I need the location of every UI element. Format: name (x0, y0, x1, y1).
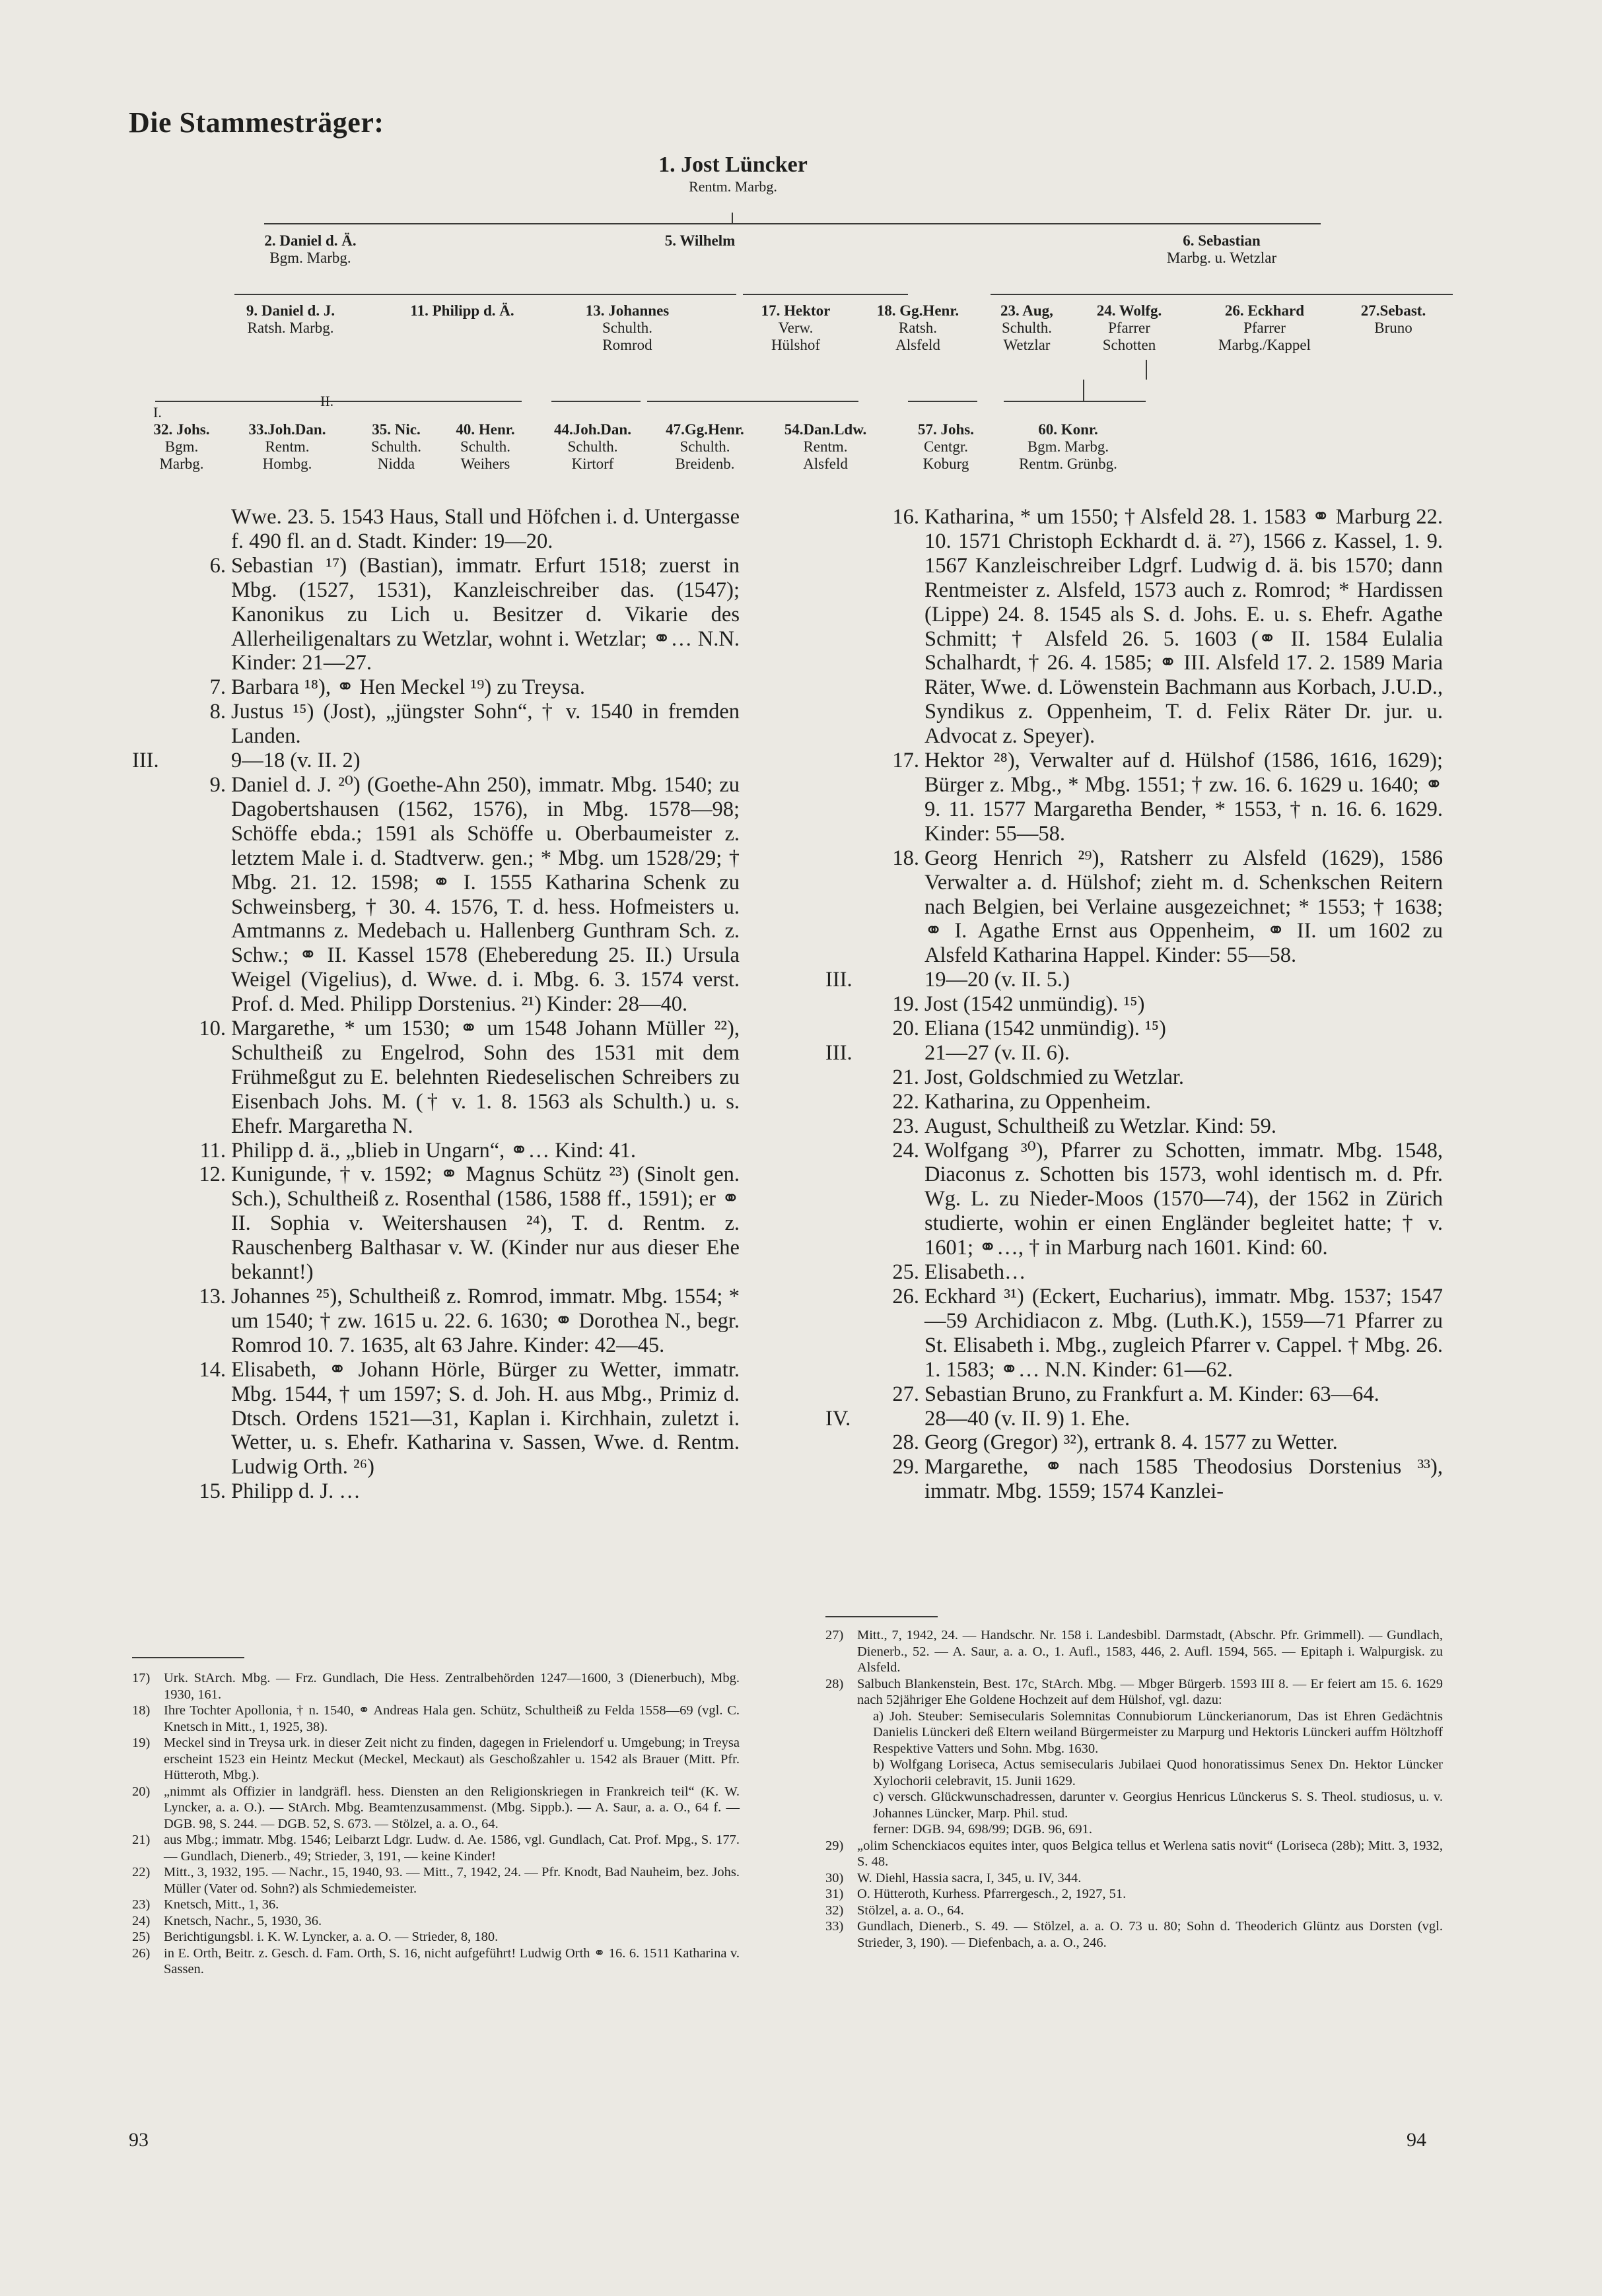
tree-node-name: 47.Gg.Henr. (666, 421, 744, 438)
footnote (132, 1735, 740, 1784)
footnote-number: 32) (825, 1903, 844, 1918)
tree-node-gen4 (766, 421, 885, 473)
tree-node-sub: Ratsh. Marbg. (247, 320, 334, 336)
entry-number: 7. (209, 675, 226, 700)
entry-text: Elisabeth… (924, 1260, 1026, 1285)
footnote-text: O. Hütteroth, Kurhess. Pfarrergesch., 2, 1927, 51. (857, 1887, 1127, 1901)
tree-root (601, 152, 865, 195)
tree-node-sub: Verw. (778, 320, 814, 336)
tree-branch-label: I. (153, 404, 162, 421)
footnote-text: Gundlach, Dienerb., S. 49. — Stölzel, a. a. O. 73 u. 80; Sohn d. Theoderich Glüntz aus Dorsten (vgl. Strieder, 3, 190). — Diefenbach, a. a. O., 246. (857, 1919, 1443, 1950)
tree-node-sub: Schulth. (1001, 320, 1053, 336)
footnote-subitem: a) Joh. Steuber: Semisecularis Solemnitas Connubiorum Lünckerianorum, Das ist Ehren Gedächtnis Danielis Lünckeri deß Eltern weiland Bürgermeister zu Marpurg und Hektoris Lünckeri auffm Höltzhoff Respektive Vatters und Sohn. Mbg. 1630. (873, 1708, 1443, 1756)
tree-node-sub: Rentm. (803, 438, 848, 455)
tree-node-sub: Schulth. (567, 438, 618, 455)
tree-node-sub: Marbg. u. Wetzlar (1166, 250, 1277, 266)
entry-number: 23. (892, 1114, 919, 1138)
genealogy-entry (132, 1285, 740, 1358)
genealogy-entry (132, 773, 740, 1017)
genealogy-entry (825, 505, 1443, 749)
tree-node-place: Weihers (460, 456, 510, 472)
entry-text: Eckhard ³¹) (Eckert, Eucharius), immatr. Mbg. 1537; 1547—59 Archidiacon z. Mbg. (Luth.K.), 1559—71 Pfarrer zu St. Elisabeth i. Mbg., zugleich Pfarrer v. Cappel. † Mbg. 26. 1. 1583; ⚭… N.N. Kinder: 61—62. (924, 1285, 1443, 1382)
genealogy-entry (825, 968, 1443, 992)
tree-node-name: 6. Sebastian (1183, 232, 1261, 249)
tree-node-place: Schotten (1102, 337, 1156, 353)
genealogy-entry (825, 1407, 1443, 1431)
tree-node-gen3 (218, 302, 363, 337)
tree-bracket-gen3-left (234, 294, 736, 295)
footnote-text: Knetsch, Nachr., 5, 1930, 36. (164, 1913, 322, 1928)
genealogy-entry (132, 1017, 740, 1139)
footnote (132, 1703, 740, 1735)
footnote (132, 1864, 740, 1897)
genealogy-entry (132, 1139, 740, 1163)
tree-node-sub: Bgm. Marbg. (269, 250, 351, 266)
tree-bracket-gen4-d (908, 401, 977, 402)
footnote-number: 18) (132, 1703, 151, 1718)
tree-node-gen3 (1195, 302, 1334, 354)
tree-node-name: 32. Johs. (153, 421, 210, 438)
tree-node-name: 26. Eckhard (1224, 302, 1305, 319)
tree-node-name: 17. Hektor (761, 302, 831, 319)
right-footnotes (825, 1627, 1443, 1951)
genealogy-entry (825, 1065, 1443, 1090)
tree-node-gen3 (551, 302, 703, 354)
tree-bracket-gen4-a (155, 401, 522, 402)
footnote (825, 1886, 1443, 1903)
entry-number: 25. (892, 1260, 919, 1285)
genealogy-entry (825, 1260, 1443, 1285)
tree-node-name: 5. Wilhelm (664, 232, 736, 249)
tree-tick (1083, 380, 1084, 401)
entry-text: Katharina, zu Oppenheim. (924, 1089, 1151, 1114)
footnote-text: in E. Orth, Beitr. z. Gesch. d. Fam. Orth, S. 16, nicht aufgeführt! Ludwig Orth ⚭ 16. 6. 1511 Katharina v. Sassen. (164, 1945, 740, 1976)
tree-node-name: 11. Philipp d. Ä. (410, 302, 514, 319)
tree-node-name: 9. Daniel d. J. (246, 302, 335, 319)
tree-node-gen3 (1083, 302, 1175, 354)
footnote (825, 1918, 1443, 1951)
tree-node-name: 60. Konr. (1038, 421, 1098, 438)
genealogy-entry (132, 1163, 740, 1285)
entry-text: Hektor ²⁸), Verwalter auf d. Hülshof (1586, 1616, 1629); Bürger z. Mbg., * Mbg. 1551; † zw. 16. 6. 1629 u. 1640; ⚭ 9. 11. 1577 Margaretha Bender, * 1553, † n. 16. 6. 1629. Kinder: 55—58. (924, 749, 1443, 846)
tree-node-place: Marbg. (159, 456, 204, 472)
entry-number: 14. (199, 1357, 226, 1382)
footnote-text: Urk. StArch. Mbg. — Frz. Gundlach, Die Hess. Zentralbehörden 1247—1600, 3 (Dienerbuch), Mbg. 1930, 161. (164, 1671, 740, 1702)
footnote-number: 24) (132, 1913, 151, 1928)
entry-text: Philipp d. J. … (231, 1479, 361, 1504)
entry-number: 19. (892, 992, 919, 1017)
tree-node-place: Alsfeld (803, 456, 848, 472)
tree-node-sub: Schulth. (602, 320, 653, 336)
footnote (132, 1945, 740, 1978)
tree-node-sub: Ratsh. (898, 320, 938, 336)
footnote (132, 1784, 740, 1833)
tree-node-place: Marbg./Kappel (1218, 337, 1311, 353)
footnote-text: „olim Schenckiacos equites inter, quos Belgica tellus et Werlena satis novit“ (Loriseca (28b); Mitt. 3, 1932, S. 48. (857, 1838, 1443, 1869)
footnote (132, 1929, 740, 1945)
entry-text: Justus ¹⁵) (Jost), „jüngster Sohn“, † v. 1540 in fremden Landen. (231, 700, 740, 749)
tree-node-sub: Pfarrer (1243, 320, 1286, 336)
tree-node-place: Hülshof (771, 337, 821, 353)
tree-node-place: Kirtorf (571, 456, 614, 472)
tree-branch-label: II. (320, 393, 334, 409)
genealogy-entry (825, 1114, 1443, 1139)
tree-bracket-gen4-c (647, 401, 858, 402)
tree-bracket-gen4-e (1004, 401, 1146, 402)
tree-node-gen3 (858, 302, 977, 354)
entry-text: Katharina, * um 1550; † Alsfeld 28. 1. 1583 ⚭ Marburg 22. 10. 1571 Christoph Eckhardt d. ä. ²⁷), 1566 z. Kassel, 1. 9. 1567 Kanzleischreiber Ldgrf. Ludwig d. ä. bis 1570; dann Rentmeister z. Alsfeld, 1573 auch z. Romrod; * Hardissen (Lippe) 24. 8. 1545 als S. d. Johs. E. u. s. Ehefr. Agathe Schmitt; † Alsfeld 26. 5. 1603 (⚭ II. 1584 Eulalia Schalhardt, † 26. 4. 1585; ⚭ III. Alsfeld 17. 2. 1589 Maria Räter, Wwe. d. Löwenstein Bachmann aus Korbach, J.U.D., Syndikus z. Oppenheim, T. d. Felix Räter Dr. jur. u. Advocat z. Speyer). (924, 505, 1443, 749)
tree-node-name: 2. Daniel d. Ä. (264, 232, 357, 249)
tree-node-name: 44.Joh.Dan. (554, 421, 631, 438)
tree-node-place: Rentm. Grünbg. (1019, 456, 1117, 472)
tree-node-sub: Centgr. (923, 438, 969, 455)
entry-text: Georg Henrich ²⁹), Ratsherr zu Alsfeld (1629), 1586 Verwalter a. d. Hülshof; zieht m. d. Schenkschen Reitern nach Belgien, bei Verlaine ausgezeichnet; * 1553; † 1638; ⚭ I. Agathe Ernst aus Oppenheim, ⚭ II. um 1602 zu Alsfeld Katharina Happel. Kinder: 55—58. (924, 846, 1443, 968)
entry-text: Johannes ²⁵), Schultheiß z. Romrod, immatr. Mbg. 1554; * um 1540; † zw. 1615 u. 22. 6. 1630; ⚭ Dorothea N., begr. Romrod 10. 7. 1635, alt 63 Jahre. Kinder: 42—45. (231, 1285, 740, 1357)
footnote-text: Stölzel, a. a. O., 64. (857, 1903, 964, 1918)
footnote-number: 20) (132, 1784, 151, 1799)
left-footnotes (132, 1670, 740, 1978)
footnote-subitem: ferner: DGB. 94, 698/99; DGB. 96, 691. (873, 1822, 1092, 1837)
genealogy-entry (825, 1285, 1443, 1382)
entry-number: 20. (892, 1017, 919, 1041)
tree-bracket-gen3-mid (743, 294, 908, 295)
generation-number: III. (132, 749, 159, 773)
footnote-number: 25) (132, 1930, 151, 1944)
footnote-text: Knetsch, Mitt., 1, 36. (164, 1897, 279, 1912)
entry-text: 9—18 (v. II. 2) (231, 749, 361, 773)
footnote-text: Salbuch Blankenstein, Best. 17c, StArch. Mbg. — Mbger Bürgerb. 1593 III 8. — Er feiert am 15. 6. 1629 nach 52jähriger Ehe Goldene Hochzeit auf dem Hülshof, vgl. dazu: (857, 1676, 1443, 1707)
footnote-number: 27) (825, 1628, 844, 1642)
entry-number: 28. (892, 1431, 919, 1455)
tree-node-name: 57. Johs. (918, 421, 974, 438)
footnote-rule-right (825, 1616, 938, 1617)
tree-node-name: 33.Joh.Dan. (248, 421, 326, 438)
entry-text: Eliana (1542 unmündig). ¹⁵) (924, 1017, 1166, 1041)
tree-node-gen4 (997, 421, 1139, 473)
left-column (132, 505, 740, 1504)
tree-node-gen3 (733, 302, 858, 354)
tree-node-gen3 (987, 302, 1066, 354)
footnote-number: 29) (825, 1838, 844, 1853)
footnote-number: 23) (132, 1897, 151, 1912)
generation-number: III. (825, 1040, 853, 1065)
tree-node-sub: Bgm. Marbg. (1027, 438, 1109, 455)
footnote (825, 1676, 1443, 1838)
entry-text: Daniel d. J. ²⁰) (Goethe-Ahn 250), immatr. Mbg. 1540; zu Dagobertshausen (1562, 1576), in Mbg. 1578—98; Schöffe ebda.; 1591 als Schöffe u. Oberbaumeister z. letztem Male i. d. Stadtverw. gen.; * Mbg. um 1528/29; † Mbg. 21. 12. 1598; ⚭ I. 1555 Katharina Schenk zu Schweinsberg, † 30. 4. 1576, T. d. hess. Hofmeisters u. Amtmanns z. Medebach u. Hallenberg Gunthram Sch. z. Schw.; ⚭ II. Kassel 1578 (Eheberedung 25. II.) Ursula Weigel (Vigelius), d. Wwe. d. i. Mbg. 6. 3. 1574 verst. Prof. d. Med. Philipp Dorstenius. ²¹) Kinder: 28—40. (231, 772, 740, 1017)
entry-text: Sebastian ¹⁷) (Bastian), immatr. Erfurt 1518; zuerst in Mbg. (1527, 1531), Kanzleischreiber das. (1547); Kanonikus zu Lich u. Besitzer d. Vikarie des Allerheiligenaltars zu Wetzlar, wohnt i. Wetzlar; ⚭… N.N. Kinder: 21—27. (231, 553, 740, 675)
footnote-number: 33) (825, 1919, 844, 1934)
footnote-text: Mitt., 3, 1932, 195. — Nachr., 15, 1940, 93. — Mitt., 7, 1942, 24. — Pfr. Knodt, Bad Nauheim, bez. Johs. Müller (Vater od. Sohn?) als Schmiedemeister. (164, 1865, 740, 1896)
genealogy-entry (132, 749, 740, 773)
tree-bracket-gen2 (264, 223, 1321, 224)
tree-bracket-gen4-b (551, 401, 641, 402)
entry-number: 6. (209, 553, 226, 578)
tree-node-name: 27.Sebast. (1360, 302, 1426, 319)
entry-number: 15. (199, 1479, 226, 1504)
genealogy-entry (825, 1017, 1443, 1041)
tree-node-gen4 (901, 421, 991, 473)
entry-text: Jost (1542 unmündig). ¹⁵) (924, 992, 1145, 1017)
entry-text: Elisabeth, ⚭ Johann Hörle, Bürger zu Wetter, immatr. Mbg. 1544, † um 1597; S. d. Joh. H. aus Mbg., Primiz d. Dtsch. Ordens 1521—31, Kaplan i. Kirchhain, zuletzt i. Wetter, u. s. Ehefr. Katharina v. Sassen, Wwe. d. Rentm. Ludwig Orth. ²⁶) (231, 1357, 740, 1479)
footnote (825, 1870, 1443, 1887)
entry-number: 26. (892, 1285, 919, 1308)
footnote (132, 1670, 740, 1703)
footnote-subitem: c) versch. Glückwunschadressen, darunter v. Georgius Henricus Lünckerus S. S. Theol. studiosus, u. v. Johannes Lüncker, Marp. Phil. stud. (873, 1790, 1443, 1821)
tree-node-place: Wetzlar (1003, 337, 1051, 353)
entry-number: 16. (892, 505, 919, 529)
entry-number: 18. (892, 846, 919, 870)
footnote-number: 19) (132, 1736, 151, 1750)
generation-number: IV. (825, 1406, 851, 1431)
footnote-text: Ihre Tochter Apollonia, † n. 1540, ⚭ Andreas Hala gen. Schütz, Schultheiß zu Felda 1558—69 (vgl. C. Knetsch in Mitt., 1, 1925, 38). (164, 1703, 740, 1734)
genealogy-entry (132, 675, 740, 700)
entry-number: 13. (199, 1285, 226, 1308)
entry-text: Georg (Gregor) ³²), ertrank 8. 4. 1577 zu Wetter. (924, 1431, 1338, 1455)
tree-node-sub: Schulth. (370, 438, 422, 455)
footnote-text: „nimmt als Offizier in landgräfl. hess. Diensten an den Religionskriegen in Frankreich teil“ (K. W. Lyncker, a. a. O.). — StArch. Mbg. Beamtenzusammenst. (Mbg. Sippb.). — A. Saur, a. a. O., 64 f. — DGB. 98, S. 244. — DGB. 52, S. 673. — Stölzel, a. a. O., 64. (164, 1784, 740, 1831)
entry-number: 11. (199, 1138, 226, 1163)
tree-node-name: 13. Johannes (585, 302, 670, 319)
tree-node-gen3 (383, 302, 541, 320)
footnote-number: 22) (132, 1865, 151, 1879)
genealogy-entry (825, 1382, 1443, 1407)
tree-node-sub: Rentm. (265, 438, 310, 455)
section-heading: Die Stammesträger: (129, 106, 384, 139)
entry-number: 24. (892, 1138, 919, 1163)
generation-number: III. (825, 968, 853, 992)
footnote (825, 1903, 1443, 1919)
footnote-rule-left (132, 1657, 244, 1658)
genealogy-entry (132, 554, 740, 676)
entry-number: 29. (892, 1455, 919, 1479)
tree-node-place: Hombg. (262, 456, 312, 472)
page-number-right: 94 (1407, 2129, 1426, 2151)
entry-number: 10. (199, 1017, 226, 1041)
tree-node-gen4 (647, 421, 763, 473)
genealogy-entry (132, 1479, 740, 1504)
entry-text: Jost, Goldschmied zu Wetzlar. (924, 1065, 1185, 1089)
tree-root-sub: Rentm. Marbg. (689, 178, 777, 195)
genealogy-entry (825, 1455, 1443, 1504)
entry-text: Margarethe, ⚭ nach 1585 Theodosius Dorstenius ³³), immatr. Mbg. 1559; 1574 Kanzlei- (924, 1455, 1443, 1504)
tree-node-name: 24. Wolfg. (1096, 302, 1162, 319)
footnote (132, 1913, 740, 1930)
tree-node-name: 23. Aug, (1000, 302, 1053, 319)
genealogy-entry (825, 1090, 1443, 1114)
tree-node-place: Alsfeld (895, 337, 940, 353)
tree-node-sub: Pfarrer (1108, 320, 1150, 336)
footnote-number: 31) (825, 1887, 844, 1901)
tree-tick (732, 213, 733, 223)
tree-node-gen4 (535, 421, 650, 473)
page-number-left: 93 (129, 2129, 149, 2151)
entry-number: 21. (892, 1065, 919, 1089)
entry-text: Wolfgang ³⁰), Pfarrer zu Schotten, immatr. Mbg. 1548, Diaconus z. Schotten bis 1573, wohl identisch m. d. Pfr. Wg. L. zu Nieder-Moos (1570—74), der 1562 in Zürich studierte, wohin er einen Engländer begleitet hatte; † v. 1601; ⚭…, † in Marburg nach 1601. Kind: 60. (924, 1138, 1443, 1260)
footnote-number: 26) (132, 1945, 151, 1961)
entry-number: 8. (209, 700, 226, 724)
entry-text: Wwe. 23. 5. 1543 Haus, Stall und Höfchen i. d. Untergasse f. 490 fl. an d. Stadt. Kinder: 19—20. (231, 505, 740, 553)
entry-number: 22. (892, 1089, 919, 1114)
entry-text: Sebastian Bruno, zu Frankfurt a. M. Kinder: 63—64. (924, 1382, 1379, 1406)
entry-text: 19—20 (v. II. 5.) (924, 968, 1070, 992)
entry-number: 12. (199, 1163, 226, 1187)
entry-text: August, Schultheiß zu Wetzlar. Kind: 59. (924, 1114, 1276, 1138)
footnote-text: Mitt., 7, 1942, 24. — Handschr. Nr. 158 i. Landesbibl. Darmstadt, (Abschr. Pfr. Grimmell). — Gundlach, Dienerb., 52. — A. Saur, a. a. O., 1. Aufl., 1583, 446, 2. Aufl. 1594, 565. — Epitaph i. Walpurgisk. zu Alsfeld. (857, 1628, 1443, 1675)
footnote-text: Meckel sind in Treysa urk. in dieser Zeit nicht zu finden, dagegen in Frielendorf u. Umgebung; in Treysa erscheint 1523 ein Heintz Meckut (Meckel, Meckaut) als Geschoßzahler u. 1542 als Brauer (Mitt. Pfr. Hütteroth, Mbg.). (164, 1736, 740, 1782)
entry-text: Kunigunde, † v. 1592; ⚭ Magnus Schütz ²³) (Sinolt gen. Sch.), Schultheiß z. Rosenthal (1586, 1588 ff., 1591); er ⚭ II. Sophia v. Weitershausen ²⁴), T. d. Rentm. z. Rauschenberg Balthasar v. W. (Kinder nur aus dieser Ehe bekannt!) (231, 1163, 740, 1285)
footnote-text: W. Diehl, Hassia sacra, I, 345, u. IV, 344. (857, 1870, 1082, 1885)
entry-number: 9. (209, 772, 226, 797)
footnote (825, 1838, 1443, 1870)
tree-node-gen4 (347, 421, 446, 473)
tree-node-sub: Bruno (1374, 320, 1412, 336)
footnote-text: Berichtigungsbl. i. K. W. Lyncker, a. a. O. — Strieder, 8, 180. (164, 1930, 499, 1944)
tree-node-place: Breidenb. (675, 456, 735, 472)
genealogy-entry (825, 1431, 1443, 1455)
footnote-subitem: b) Wolfgang Loriseca, Actus semisecularis Jubilaei Quod honoratissimus Senex Dn. Hektor Lüncker Xylochorii celebravit, 15. Junii 1629. (873, 1757, 1443, 1788)
genealogy-entry (132, 505, 740, 554)
genealogy-entry (825, 749, 1443, 846)
tree-node-name: 35. Nic. (372, 421, 421, 438)
tree-node-gen4 (436, 421, 535, 473)
footnote (132, 1832, 740, 1864)
footnote-number: 30) (825, 1870, 844, 1885)
tree-node-gen2 (608, 232, 792, 250)
tree-node-place: Koburg (923, 456, 969, 472)
tree-node-name: 18. Gg.Henr. (876, 302, 959, 319)
entry-text: 21—27 (v. II. 6). (924, 1040, 1070, 1065)
tree-node-name: 40. Henr. (456, 421, 515, 438)
footnote-number: 28) (825, 1676, 844, 1691)
footnote (825, 1627, 1443, 1676)
entry-text: 28—40 (v. II. 9) 1. Ehe. (924, 1406, 1131, 1431)
tree-node-place: Nidda (377, 456, 415, 472)
tree-tick (1146, 360, 1147, 380)
genealogy-entry (825, 992, 1443, 1017)
tree-node-sub: Schulth. (460, 438, 511, 455)
entry-text: Margarethe, * um 1530; ⚭ um 1548 Johann Müller ²²), Schultheiß zu Engelrod, Sohn des 1531 mit dem Frühmeßgut zu E. belehnten Riedeselischen Schreibers zu Eisenbach Johs. M. († v. 1. 8. 1563 als Schulth.) u. s. Ehefr. Margaretha N. (231, 1017, 740, 1138)
tree-node-gen4 (231, 421, 343, 473)
footnote (132, 1897, 740, 1913)
entry-text: Philipp d. ä., „blieb in Ungarn“, ⚭… Kind: 41. (231, 1138, 637, 1163)
genealogy-entry (825, 1139, 1443, 1261)
tree-root-name: 1. Jost Lüncker (658, 152, 808, 177)
tree-node-gen3 (1344, 302, 1443, 337)
tree-node-gen2 (218, 232, 403, 267)
genealogy-entry (132, 700, 740, 749)
tree-node-sub: Bgm. (164, 438, 199, 455)
entry-number: 17. (892, 749, 919, 773)
entry-number: 27. (892, 1382, 919, 1406)
genealogy-entry (825, 1041, 1443, 1065)
tree-node-gen4 (135, 421, 228, 473)
footnote-text: aus Mbg.; immatr. Mbg. 1546; Leibarzt Ldgr. Ludw. d. Ae. 1586, vgl. Gundlach, Cat. Prof. Mpg., S. 177. — Gundlach, Dienerb., 49; Strieder, 3, 191, — keine Kinder! (164, 1833, 740, 1864)
footnote-number: 17) (132, 1671, 151, 1685)
tree-node-gen2 (1123, 232, 1321, 267)
entry-text: Barbara ¹⁸), ⚭ Hen Meckel ¹⁹) zu Treysa. (231, 675, 585, 700)
tree-bracket-gen3-right (991, 294, 1453, 295)
tree-node-sub: Schulth. (679, 438, 730, 455)
genealogy-entry (825, 846, 1443, 968)
tree-node-place: Romrod (602, 337, 652, 353)
footnote-number: 21) (132, 1833, 151, 1847)
right-column (825, 505, 1443, 1504)
genealogy-entry (132, 1358, 740, 1480)
tree-node-name: 54.Dan.Ldw. (784, 421, 867, 438)
